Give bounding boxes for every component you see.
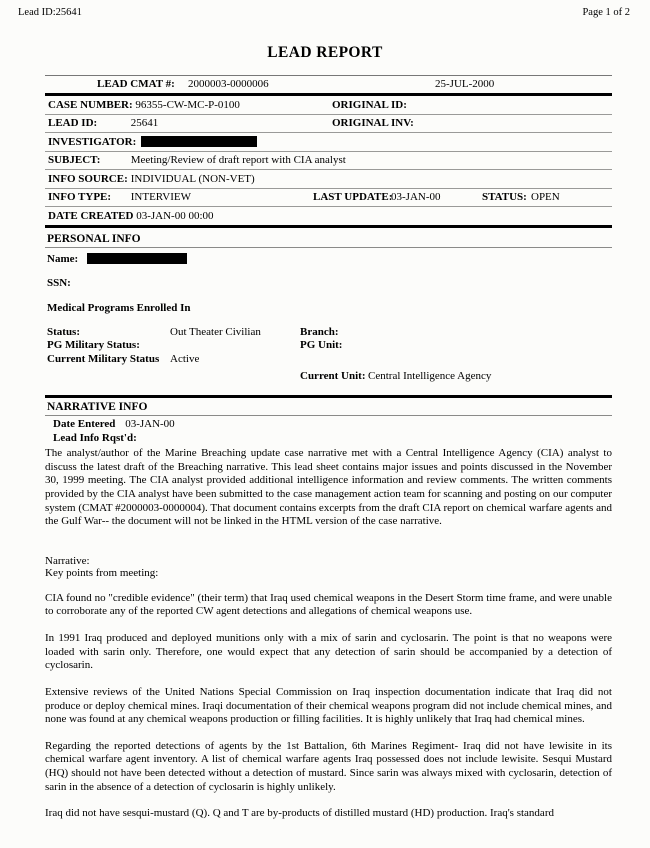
case-header-table [45,96,612,228]
investigator-redaction-box [141,136,257,147]
current-unit-label: Current Unit: [300,370,366,382]
pi-status-value: Out Theater Civilian [170,325,261,338]
report-body [45,75,612,821]
narrative-paragraph: CIA found no "credible evidence" (their term) that Iraq used chemical weapons in the Desert Storm time frame, and were unable to corroborate any of the reported CW agent detections and allegations of chemical weapons use. [45,591,612,618]
pg-unit-label: PG Unit: [300,339,343,351]
original-id-label: ORIGINAL ID: [332,98,407,111]
narrative-info-heading: NARRATIVE INFO [45,398,612,416]
narrative-paragraph: Extensive reviews of the United Nations Special Commission on Iraq inspection documentation indicate that Iraq did not produce or deploy chemical mines. Iraqi documentation of their chemical weapons program did not include chemical mines, and none was found at any chemical weapons production or filling facilities. It is highly unlikely that Iraq had chemical mines. [45,685,612,726]
lead-id-label: LEAD ID: [48,117,98,129]
narrative-paragraph: Iraq did not have sesqui-mustard (Q). Q and T are by-products of distilled mustard (HD) production. Iraq's standard [45,807,554,820]
subject-value: Meeting/Review of draft report with CIA analyst [130,154,346,166]
investigator-label: INVESTIGATOR: [48,135,137,148]
current-military-status-label: Current Military Status [47,352,160,365]
row-subject [45,152,612,171]
narrative-intro-paragraph: The analyst/author of the Marine Breaching update case narrative met with a Central Intelligence Agency (CIA) analyst to discuss the latest draft of the Breaching narrative. This lead sheet contains major issues and points discussed in the November 30, 1999 meeting. The CIA analyst provided additional intelligence information and review comments. The written comments provided by the CIA analyst have been submitted to the case management action team for scanning and posting on our computer system (CMAT #2000003-0000004). That document contains excerpts from the draft CIA report on chemical warfare agents and the Gulf War-- the document will not be linked in the HTML version of the case narrative. [45,447,612,528]
row-current-unit [45,370,612,384]
row-lead-id [45,115,612,134]
row-pg-military-status [45,339,612,353]
header-page-number: Page 1 of 2 [582,7,630,18]
case-number-label: CASE NUMBER: [48,98,133,111]
row-case-number [45,96,612,115]
current-military-status-value: Active [170,352,200,365]
narrative-label: Narrative: [45,554,90,567]
row-current-military-status [45,353,612,367]
current-unit-value: Central Intelligence Agency [368,370,492,382]
row-date-entered [53,418,612,432]
info-source-value: INDIVIDUAL (NON-VET) [130,172,255,185]
medical-programs-label: Medical Programs Enrolled In [47,301,191,314]
date-created-label: DATE CREATED [48,209,134,222]
page-top-header [0,0,650,18]
row-investigator [45,133,612,152]
row-info-type [45,189,612,208]
lead-info-label: Lead Info Rqst'd: [53,431,137,444]
case-number-value: 96355-CW-MC-P-0100 [135,98,240,111]
pi-status-label: Status: [47,325,81,338]
info-source-label: INFO SOURCE: [48,172,128,185]
lead-cmat-label: LEAD CMAT #: [97,78,175,90]
report-title: LEAD REPORT [267,44,383,61]
status-value: OPEN [531,191,560,203]
subject-label: SUBJECT: [48,154,101,166]
lead-cmat-date: 25-JUL-2000 [435,78,495,90]
info-type-label: INFO TYPE: [48,191,112,203]
header-lead-id: Lead ID:25641 [18,7,82,18]
lead-cmat-value: 2000003-0000006 [188,78,269,90]
lead-cmat-row [45,75,612,96]
pg-military-status-label: PG Military Status: [47,339,140,351]
date-created-value: 03-JAN-00 00:00 [136,209,214,222]
row-status [45,326,612,340]
personal-info-heading: PERSONAL INFO [45,230,612,248]
narrative-paragraph: Regarding the reported detections of agents by the 1st Battalion, 6th Marines Regiment- Iraq did not have lewisite in its chemical warfare agent inventory. A list of chemical warfare agents Iraq possessed does not include lewisite. Sesqui Mustard (HQ) should not have been detected without a detection of mustard. Since sarin was always mixed with cyclosarin, detection of sarin in the absence of a detection of cyclosarin is highly unlikely. [45,739,612,793]
key-points-label: Key points from meeting: [45,566,159,579]
last-update-value: 03-JAN-00 [391,191,441,203]
lead-id-value: 25641 [130,117,159,129]
last-update-label: LAST UPDATE: [313,191,393,203]
ssn-label: SSN: [47,276,71,289]
narrative-meta [45,418,612,445]
personal-info-grid [45,326,612,385]
narrative-info-section [45,395,612,821]
row-date-created [45,207,612,225]
name-label: Name: [47,252,79,265]
name-redaction-box [87,253,187,264]
date-entered-value: 03-JAN-00 [125,418,175,430]
original-inv-label: ORIGINAL INV: [332,117,414,129]
personal-info-section [45,230,612,385]
info-type-value: INTERVIEW [130,191,191,203]
row-info-source [45,170,612,189]
branch-label: Branch: [300,325,339,338]
narrative-paragraph: In 1991 Iraq produced and deployed munitions only with a mix of sarin and cyclosarin. The point is that no weapons were loaded with sarin only. Therefore, one would expect that any detection of sarin should be accompanied by a detection of cyclosarin. [45,632,612,672]
status-label: STATUS: [482,191,527,203]
date-entered-label: Date Entered [53,418,116,430]
row-name [45,253,612,268]
